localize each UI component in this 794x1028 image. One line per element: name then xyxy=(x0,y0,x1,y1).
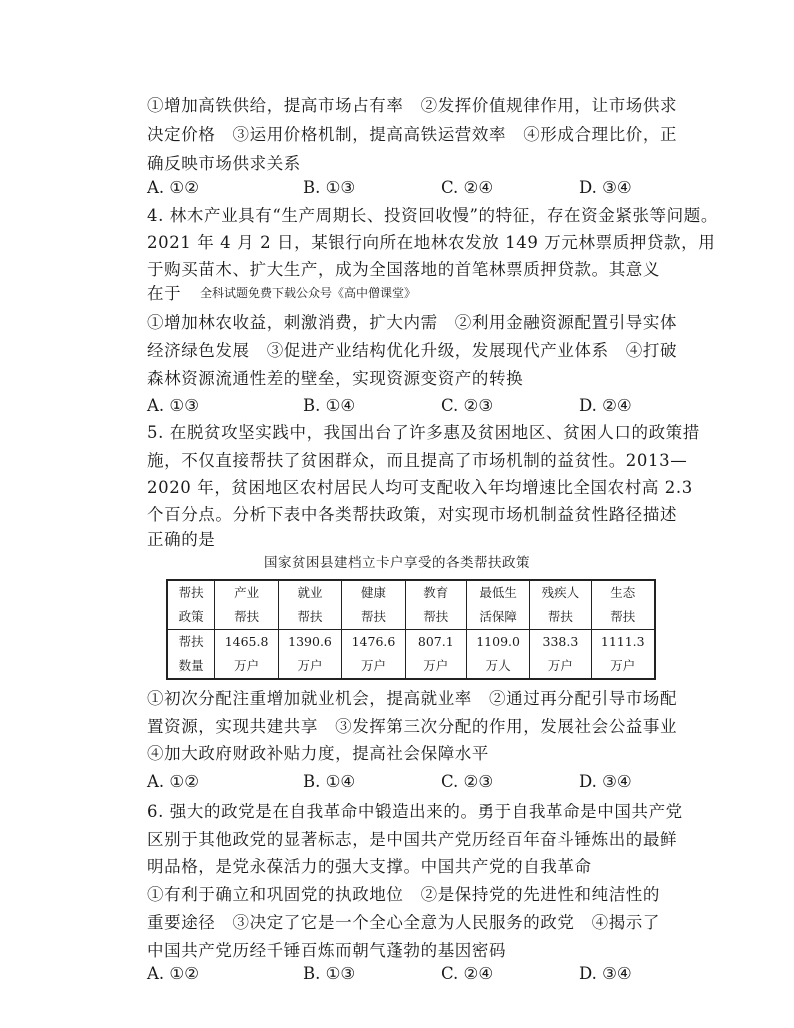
table-cell xyxy=(466,630,529,680)
cell-line: 就业 xyxy=(297,585,323,600)
row-header-line: 帮扶 xyxy=(178,634,204,649)
cell-line: 健康 xyxy=(360,585,386,600)
q4-line-4: 在于 xyxy=(147,284,182,303)
cell-line: 帮扶 xyxy=(297,609,323,624)
cell-line: 338.3 xyxy=(542,634,579,649)
cell-line: 万户 xyxy=(234,658,260,673)
table-cell xyxy=(405,580,466,630)
cell-line: 万人 xyxy=(485,658,511,673)
q5-line-3: 2020 年，贫困地区农村居民人均可支配收入年均增速比全国农村高 2.3 xyxy=(147,478,693,497)
q6-options xyxy=(147,964,667,984)
cell-line: 万户 xyxy=(297,658,323,673)
q5-option-d: D. ③④ xyxy=(579,772,632,791)
q6-option-a: A. ①② xyxy=(147,964,199,983)
cell-line: 1109.0 xyxy=(476,634,520,649)
q3-option-b: B. ①③ xyxy=(303,178,356,197)
q4-line-3: 于购买苗木、扩大生产，成为全国落地的首笔林票质押贷款。其意义 xyxy=(147,260,660,279)
q4-option-a: A. ①③ xyxy=(147,396,199,415)
cell-line: 帮扶 xyxy=(610,609,636,624)
table-row xyxy=(167,630,655,680)
cell-line: 教育 xyxy=(423,585,449,600)
cell-line: 万户 xyxy=(360,658,386,673)
table-cell xyxy=(278,630,341,680)
cell-line: 生态 xyxy=(610,585,636,600)
q6-line-1: 6. 强大的政党是在自我革命中锻造出来的。勇于自我革命是中国共产党 xyxy=(147,802,683,821)
cell-line: 帮扶 xyxy=(234,609,260,624)
q4-option-b: B. ①④ xyxy=(303,396,356,415)
q5-choice-line-2: 置资源，实现共建共享 ③发挥第三次分配的作用，发展社会公益事业 xyxy=(147,717,678,736)
cell-line: 万户 xyxy=(423,658,449,673)
q3-options xyxy=(147,178,667,198)
q6-option-c: C. ②④ xyxy=(441,964,494,983)
q4-line-2: 2021 年 4 月 2 日，某银行向所在地林农发放 149 万元林票质押贷款，用 xyxy=(147,233,716,252)
q3-option-c: C. ②④ xyxy=(441,178,494,197)
cell-line: 万户 xyxy=(610,658,636,673)
cell-line: 1465.8 xyxy=(224,634,269,649)
q5-line-1: 5. 在脱贫攻坚实践中，我国出台了许多惠及贫困地区、贫困人口的政策措 xyxy=(147,423,700,442)
table-cell xyxy=(342,580,405,630)
q4-options xyxy=(147,396,667,416)
q3-option-d: D. ③④ xyxy=(579,178,632,197)
cell-line: 产业 xyxy=(234,585,260,600)
cell-line: 807.1 xyxy=(417,634,454,649)
table-cell xyxy=(530,630,591,680)
q3-line-2: 决定价格 ③运用价格机制，提高高铁运营效率 ④形成合理比价，正 xyxy=(147,125,678,144)
table-row xyxy=(167,580,655,630)
row-header-line: 政策 xyxy=(178,609,204,624)
q5-choice-line-1: ①初次分配注重增加就业机会，提高就业率 ②通过再分配引导市场配 xyxy=(147,689,678,708)
q5-options xyxy=(147,772,667,792)
cell-line: 活保障 xyxy=(479,609,517,624)
table-cell xyxy=(215,630,278,680)
cell-line: 残疾人 xyxy=(541,585,580,600)
cell-line: 最低生 xyxy=(479,585,517,600)
policy-table xyxy=(166,579,656,680)
q6-line-3: 明品格，是党永葆活力的强大支撑。中国共产党的自我革命 xyxy=(147,857,592,876)
q5-option-b: B. ①④ xyxy=(303,772,356,791)
table-cell xyxy=(591,630,655,680)
q5-option-c: C. ②③ xyxy=(441,772,494,791)
q3-line-3: 确反映市场供求关系 xyxy=(147,154,301,173)
cell-line: 万户 xyxy=(547,658,573,673)
row-header-amount xyxy=(167,630,215,680)
q4-option-d: D. ②④ xyxy=(579,396,632,415)
q5-option-a: A. ①② xyxy=(147,772,199,791)
q4-line-7: 森林资源流通性差的壁垒，实现资源变资产的转换 xyxy=(147,369,524,388)
table-cell xyxy=(530,580,591,630)
q3-line-1: ①增加高铁供给，提高市场占有率 ②发挥价值规律作用，让市场供求 xyxy=(147,96,678,115)
cell-line: 帮扶 xyxy=(547,609,573,624)
q6-line-6: 中国共产党历经千锤百炼而朝气蓬勃的基因密码 xyxy=(147,941,507,960)
q3-option-a: A. ①② xyxy=(147,178,199,197)
table-cell xyxy=(466,580,529,630)
q5-line-4: 个百分点。分析下表中各类帮扶政策，对实现市场机制益贫性路径描述 xyxy=(147,505,678,524)
q5-line-5: 正确的是 xyxy=(147,530,216,549)
cell-line: 1111.3 xyxy=(600,634,645,649)
q5-choice-line-3: ④加大政府财政补贴力度，提高社会保障水平 xyxy=(147,744,489,763)
cell-line: 1476.6 xyxy=(351,634,396,649)
q6-line-4: ①有利于确立和巩固党的执政地位 ②是保持党的先进性和纯洁性的 xyxy=(147,885,660,904)
row-header-line: 数量 xyxy=(178,658,204,673)
q6-line-5: 重要途径 ③决定了它是一个全心全意为人民服务的政党 ④揭示了 xyxy=(147,913,660,932)
q4-line-6: 经济绿色发展 ③促进产业结构优化升级，发展现代产业体系 ④打破 xyxy=(147,341,678,360)
cell-line: 帮扶 xyxy=(360,609,386,624)
q4-line-5: ①增加林农收益，刺激消费，扩大内需 ②利用金融资源配置引导实体 xyxy=(147,313,678,332)
watermark-text: 全科试题免费下载公众号《高中僧课堂》 xyxy=(200,286,417,300)
q6-option-b: B. ①③ xyxy=(303,964,356,983)
table-cell xyxy=(405,630,466,680)
q6-option-d: D. ③④ xyxy=(579,964,632,983)
table-cell xyxy=(342,630,405,680)
table-cell xyxy=(278,580,341,630)
table-title: 国家贫困县建档立卡户享受的各类帮扶政策 xyxy=(264,555,530,571)
table-cell xyxy=(591,580,655,630)
q4-line-1: 4. 林木产业具有“生产周期长、投资回收慢”的特征，存在资金紧张等问题。 xyxy=(147,206,718,225)
q5-line-2: 施，不仅直接帮扶了贫困群众，而且提高了市场机制的益贫性。2013— xyxy=(147,451,688,470)
row-header-line: 帮扶 xyxy=(178,585,204,600)
q4-option-c: C. ②③ xyxy=(441,396,494,415)
row-header-policy xyxy=(167,580,215,630)
cell-line: 帮扶 xyxy=(423,609,449,624)
table-cell xyxy=(215,580,278,630)
cell-line: 1390.6 xyxy=(288,634,332,649)
q6-line-2: 区别于其他政党的显著标志，是中国共产党历经百年奋斗锤炼出的最鲜 xyxy=(147,830,678,849)
